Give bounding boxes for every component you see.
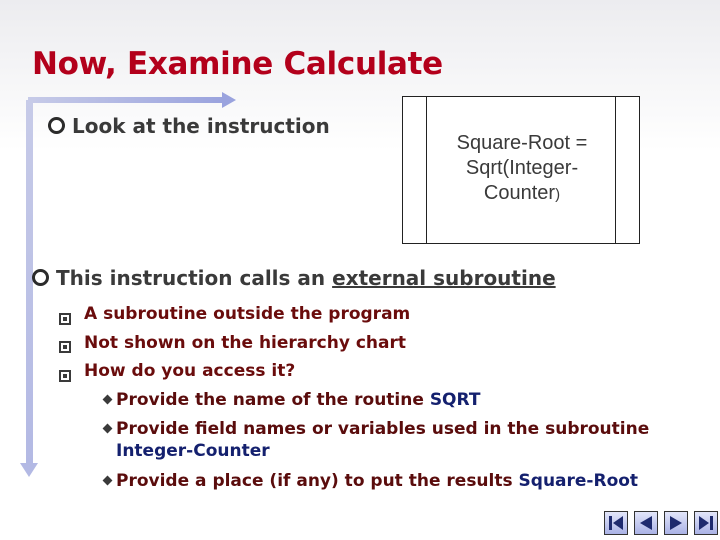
square-bullet-icon (59, 313, 71, 325)
point-look-at-instruction: Look at the instruction (72, 114, 330, 138)
arrow-right-icon (222, 92, 236, 108)
routine-name-sqrt: SQRT (429, 390, 481, 410)
decorative-vertical-rule (26, 100, 33, 465)
code-line-1: Square-Root = (456, 132, 588, 154)
code-line-3-text: Counter (483, 182, 556, 204)
external-subroutine-term: external subroutine (332, 266, 556, 290)
detail-name-routine (116, 390, 480, 410)
code-line-3-close: ) (555, 186, 561, 203)
skip-back-icon (605, 512, 627, 534)
ring-bullet-icon (32, 269, 49, 286)
slide-title: Now, Examine Calculate (32, 46, 443, 82)
square-bullet-icon (59, 370, 71, 382)
code-line-2: Sqrt(Integer- (465, 157, 579, 179)
play-back-icon (635, 512, 657, 534)
detail-result-place (116, 471, 638, 491)
code-line-3 (427, 181, 617, 207)
detail-field-names: Provide field names or variables used in the subroutine (116, 419, 650, 439)
previous-slide-button[interactable] (634, 511, 658, 535)
code-box (402, 96, 640, 244)
play-forward-icon (665, 512, 687, 534)
subpoint-outside-program: A subroutine outside the program (84, 304, 411, 324)
detail-name-routine-text: Provide the name of the routine (116, 390, 430, 410)
code-box-text (427, 131, 617, 207)
arrow-down-icon (20, 463, 38, 477)
subpoint-how-access: How do you access it? (84, 361, 296, 381)
point-external-subroutine-text: This instruction calls an (56, 266, 333, 290)
skip-forward-icon (695, 512, 717, 534)
field-integer-counter: Integer-Counter (116, 441, 270, 461)
first-slide-button[interactable] (604, 511, 628, 535)
decorative-horizontal-rule (28, 97, 224, 103)
point-external-subroutine (56, 266, 556, 290)
square-bullet-icon (59, 341, 71, 353)
next-slide-button[interactable] (664, 511, 688, 535)
last-slide-button[interactable] (694, 511, 718, 535)
ring-bullet-icon (48, 117, 65, 134)
detail-field-names-value (116, 441, 270, 461)
subpoint-hierarchy-chart: Not shown on the hierarchy chart (84, 333, 406, 353)
result-square-root: Square-Root (518, 471, 639, 491)
detail-result-place-text: Provide a place (if any) to put the results (116, 471, 519, 491)
